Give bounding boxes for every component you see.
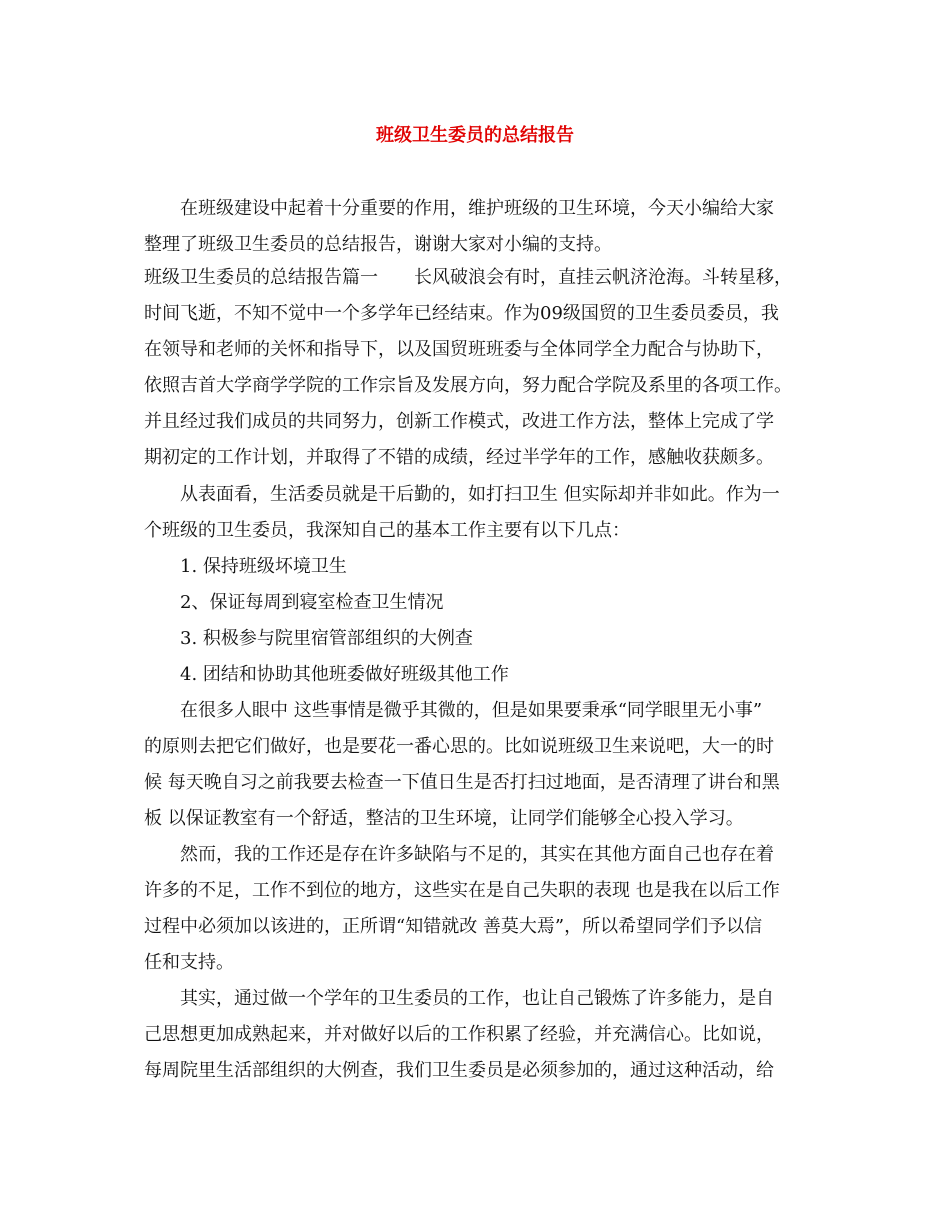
- body-line: 从表面看，生活委员就是干后勤的，如打扫卫生 但实际却并非如此。作为一: [180, 484, 780, 505]
- body-line: 任和支持。: [144, 952, 234, 973]
- body-line: 板 以保证教室有一个舒适，整洁的卫生环境，让同学们能够全心投入学习。: [144, 808, 744, 829]
- body-line: 其实，通过做一个学年的卫生委员的工作，也让自己锻炼了许多能力，是自: [180, 988, 774, 1009]
- body-line: 时间飞逝，不知不觉中一个多学年已经结束。作为09级国贸的卫生委员委员，我: [144, 303, 779, 324]
- body-line: 期初定的工作计划，并取得了不错的成绩，经过半学年的工作，感触收获颇多。: [144, 447, 774, 468]
- body-line: 过程中必须加以该进的，正所谓“知错就改 善莫大焉”，所以希望同学们予以信: [144, 916, 763, 937]
- list-item: 2、保证每周到寝室检查卫生情况: [180, 592, 444, 613]
- body-line: 个班级的卫生委员，我深知自己的基本工作主要有以下几点：: [144, 520, 630, 541]
- body-line: 己思想更加成熟起来，并对做好以后的工作积累了经验，并充满信心。比如说，: [144, 1024, 774, 1045]
- body-line: 在班级建设中起着十分重要的作用，维护班级的卫生环境，今天小编给大家: [180, 198, 774, 219]
- body-line: 并且经过我们成员的共同努力，创新工作模式，改进工作方法，整体上完成了学: [144, 411, 774, 432]
- list-item: 1. 保持班级坏境卫生: [180, 556, 347, 577]
- document-title: 班级卫生委员的总结报告: [376, 125, 574, 146]
- body-line: 整理了班级卫生委员的总结报告，谢谢大家对小编的支持。: [144, 234, 612, 255]
- body-line: 然而，我的工作还是存在许多缺陷与不足的，其实在其他方面自己也存在着: [180, 844, 774, 865]
- body-line: 在领导和老师的关怀和指导下，以及国贸班班委与全体同学全力配合与协助下，: [144, 339, 774, 360]
- list-item: 4. 团结和协助其他班委做好班级其他工作: [180, 664, 509, 685]
- body-line: 在很多人眼中 这些事情是微乎其微的，但是如果要秉承“同学眼里无小事”: [180, 700, 763, 721]
- body-line: 许多的不足，工作不到位的地方，这些实在是自己失职的表现 也是我在以后工作: [144, 880, 780, 901]
- body-line: 依照吉首大学商学学院的工作宗旨及发展方向，努力配合学院及系里的各项工作。: [144, 375, 792, 396]
- body-line: 班级卫生委员的总结报告篇一 长风破浪会有时，直挂云帆济沧海。斗转星移，: [144, 267, 792, 288]
- list-item: 3. 积极参与院里宿管部组织的大例查: [180, 628, 473, 649]
- body-line: 每周院里生活部组织的大例查，我们卫生委员是必须参加的，通过这种活动，给: [144, 1060, 774, 1081]
- body-line: 候 每天晚自习之前我要去检查一下值日生是否打扫过地面，是否清理了讲台和黑: [144, 772, 780, 793]
- body-line: 的原则去把它们做好，也是要花一番心思的。比如说班级卫生来说吧，大一的时: [144, 736, 774, 757]
